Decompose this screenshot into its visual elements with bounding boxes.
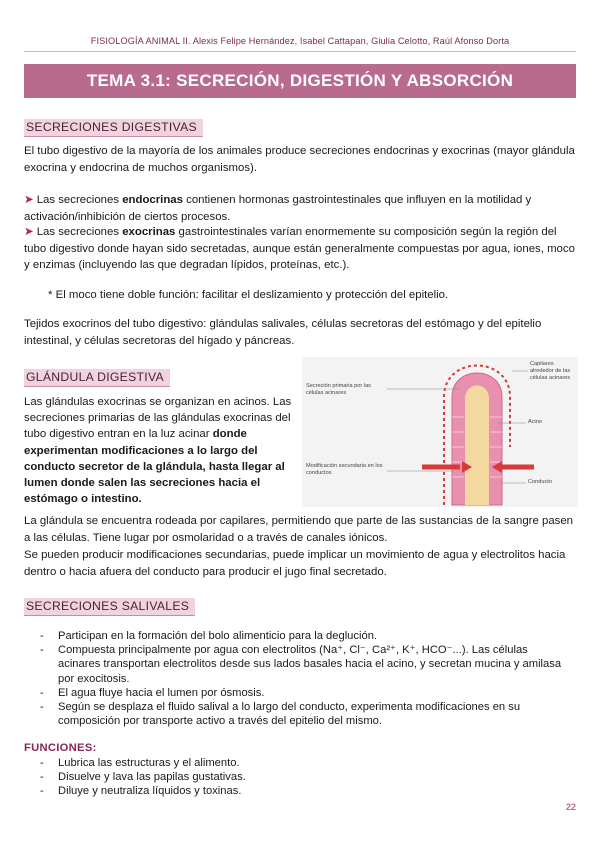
label-duct: Conducto <box>528 479 552 485</box>
functions-list <box>24 756 564 799</box>
list-item: - Disuelve y lava las papilas gustativas. <box>40 771 246 784</box>
header-divider <box>24 51 576 52</box>
acinus-diagram <box>302 357 578 507</box>
label-primary-secretion: Secreción primaria por las células acinares <box>306 383 371 396</box>
list-item: - Participan en la formación del bolo alimenticio para la deglución. <box>40 630 378 642</box>
page-number: 22 <box>566 802 577 812</box>
paragraph-intro: El tubo digestivo de la mayoría de los animales produce secreciones endocrinas y exocrinas (mayor glándula exocrina y endocrina de muchos organismos). <box>24 145 575 174</box>
page-header: FISIOLOGÍA ANIMAL II. Alexis Felipe Hernández, Isabel Cattapan, Giulia Celotto, Raúl Afonso Dorta <box>90 36 510 46</box>
bullet-endocrinas: ➤ Las secreciones endocrinas contienen hormonas gastrointestinales que influyen en la motilidad y activación/inhibición de ciertos procesos. <box>24 194 532 223</box>
paragraph-capilares: La glándula se encuentra rodeada por capilares, permitiendo que parte de las sustancias de la sangre pasen a las células. Tiene lugar por osmolaridad o a través de canales iónicos. <box>24 515 574 544</box>
label-secondary-modification: Modificación secundaria en los conductos <box>306 463 383 476</box>
heading-glandula-digestiva: GLÁNDULA DIGESTIVA <box>24 369 170 387</box>
list-item: - El agua fluye hacia el lumen por ósmosis. <box>40 686 265 699</box>
list-item: - Lubrica las estructuras y el alimento. <box>40 757 240 769</box>
paragraph-acinos: Las glándulas exocrinas se organizan en acinos. Las secreciones primarias de las glándulas exocrinas del tubo digestivo entran en la luz acinar donde experimentan modificaciones a lo largo del conducto secretor de la glándula, hasta llegar al lumen donde salen las secreciones hacia el estómago o intestino. <box>24 396 292 506</box>
list-item: - Diluye y neutraliza líquidos y toxinas. <box>40 785 242 798</box>
list-item: - Compuesta principalmente por agua con electrolitos (Na⁺, Cl⁻, Ca²⁺, K⁺, HCO⁻...). Las células acinares transportan electrolitos desde sus lados basales hacia el acino, y secretan mucina y amilasa por exocitosis. <box>40 644 562 685</box>
functions-heading: FUNCIONES: <box>24 742 97 754</box>
bullet-exocrinas: ➤ Las secreciones exocrinas gastrointestinales varían enormemente su composición según la región del tubo digestivo donde hayan sido secretadas, aunque están generalmente compuestas por agua, iones, moco y enzimas (incluyendo las que degradan lípidos, proteínas, etc.). <box>24 226 575 271</box>
note-moco: * El moco tiene doble función: facilitar el deslizamiento y protección del epitelio. <box>48 289 449 301</box>
arrow-bullet-icon: ➤ <box>24 226 34 238</box>
arrow-bullet-icon: ➤ <box>24 194 34 206</box>
paragraph-tejidos-exocrinos: Tejidos exocrinos del tubo digestivo: glándulas salivales, células secretoras del estómago y del epitelio intestinal, y células secretoras del hígado y páncreas. <box>24 318 542 347</box>
chapter-title: TEMA 3.1: SECRECIÓN, DIGESTIÓN Y ABSORCIÓN <box>24 64 576 98</box>
label-acinus: Acino <box>528 419 542 425</box>
list-item: - Según se desplaza el fluido salival a lo largo del conducto, experimenta modificaciones en su composición por transporte activo a través del epitelio del mismo. <box>40 701 521 728</box>
paragraph-modificaciones: Se pueden producir modificaciones secundarias, puede implicar un movimiento de agua y electrolitos hacia dentro o hacia afuera del conducto para producir el jugo final secretado. <box>24 549 566 578</box>
heading-secreciones-salivales: SECRECIONES SALIVALES <box>24 598 195 616</box>
salivary-list <box>24 629 564 728</box>
label-capillaries: Capilares alrededor de las células acinares <box>530 361 571 381</box>
acinar-lumen <box>465 386 489 506</box>
heading-secreciones-digestivas: SECRECIONES DIGESTIVAS <box>24 119 203 137</box>
